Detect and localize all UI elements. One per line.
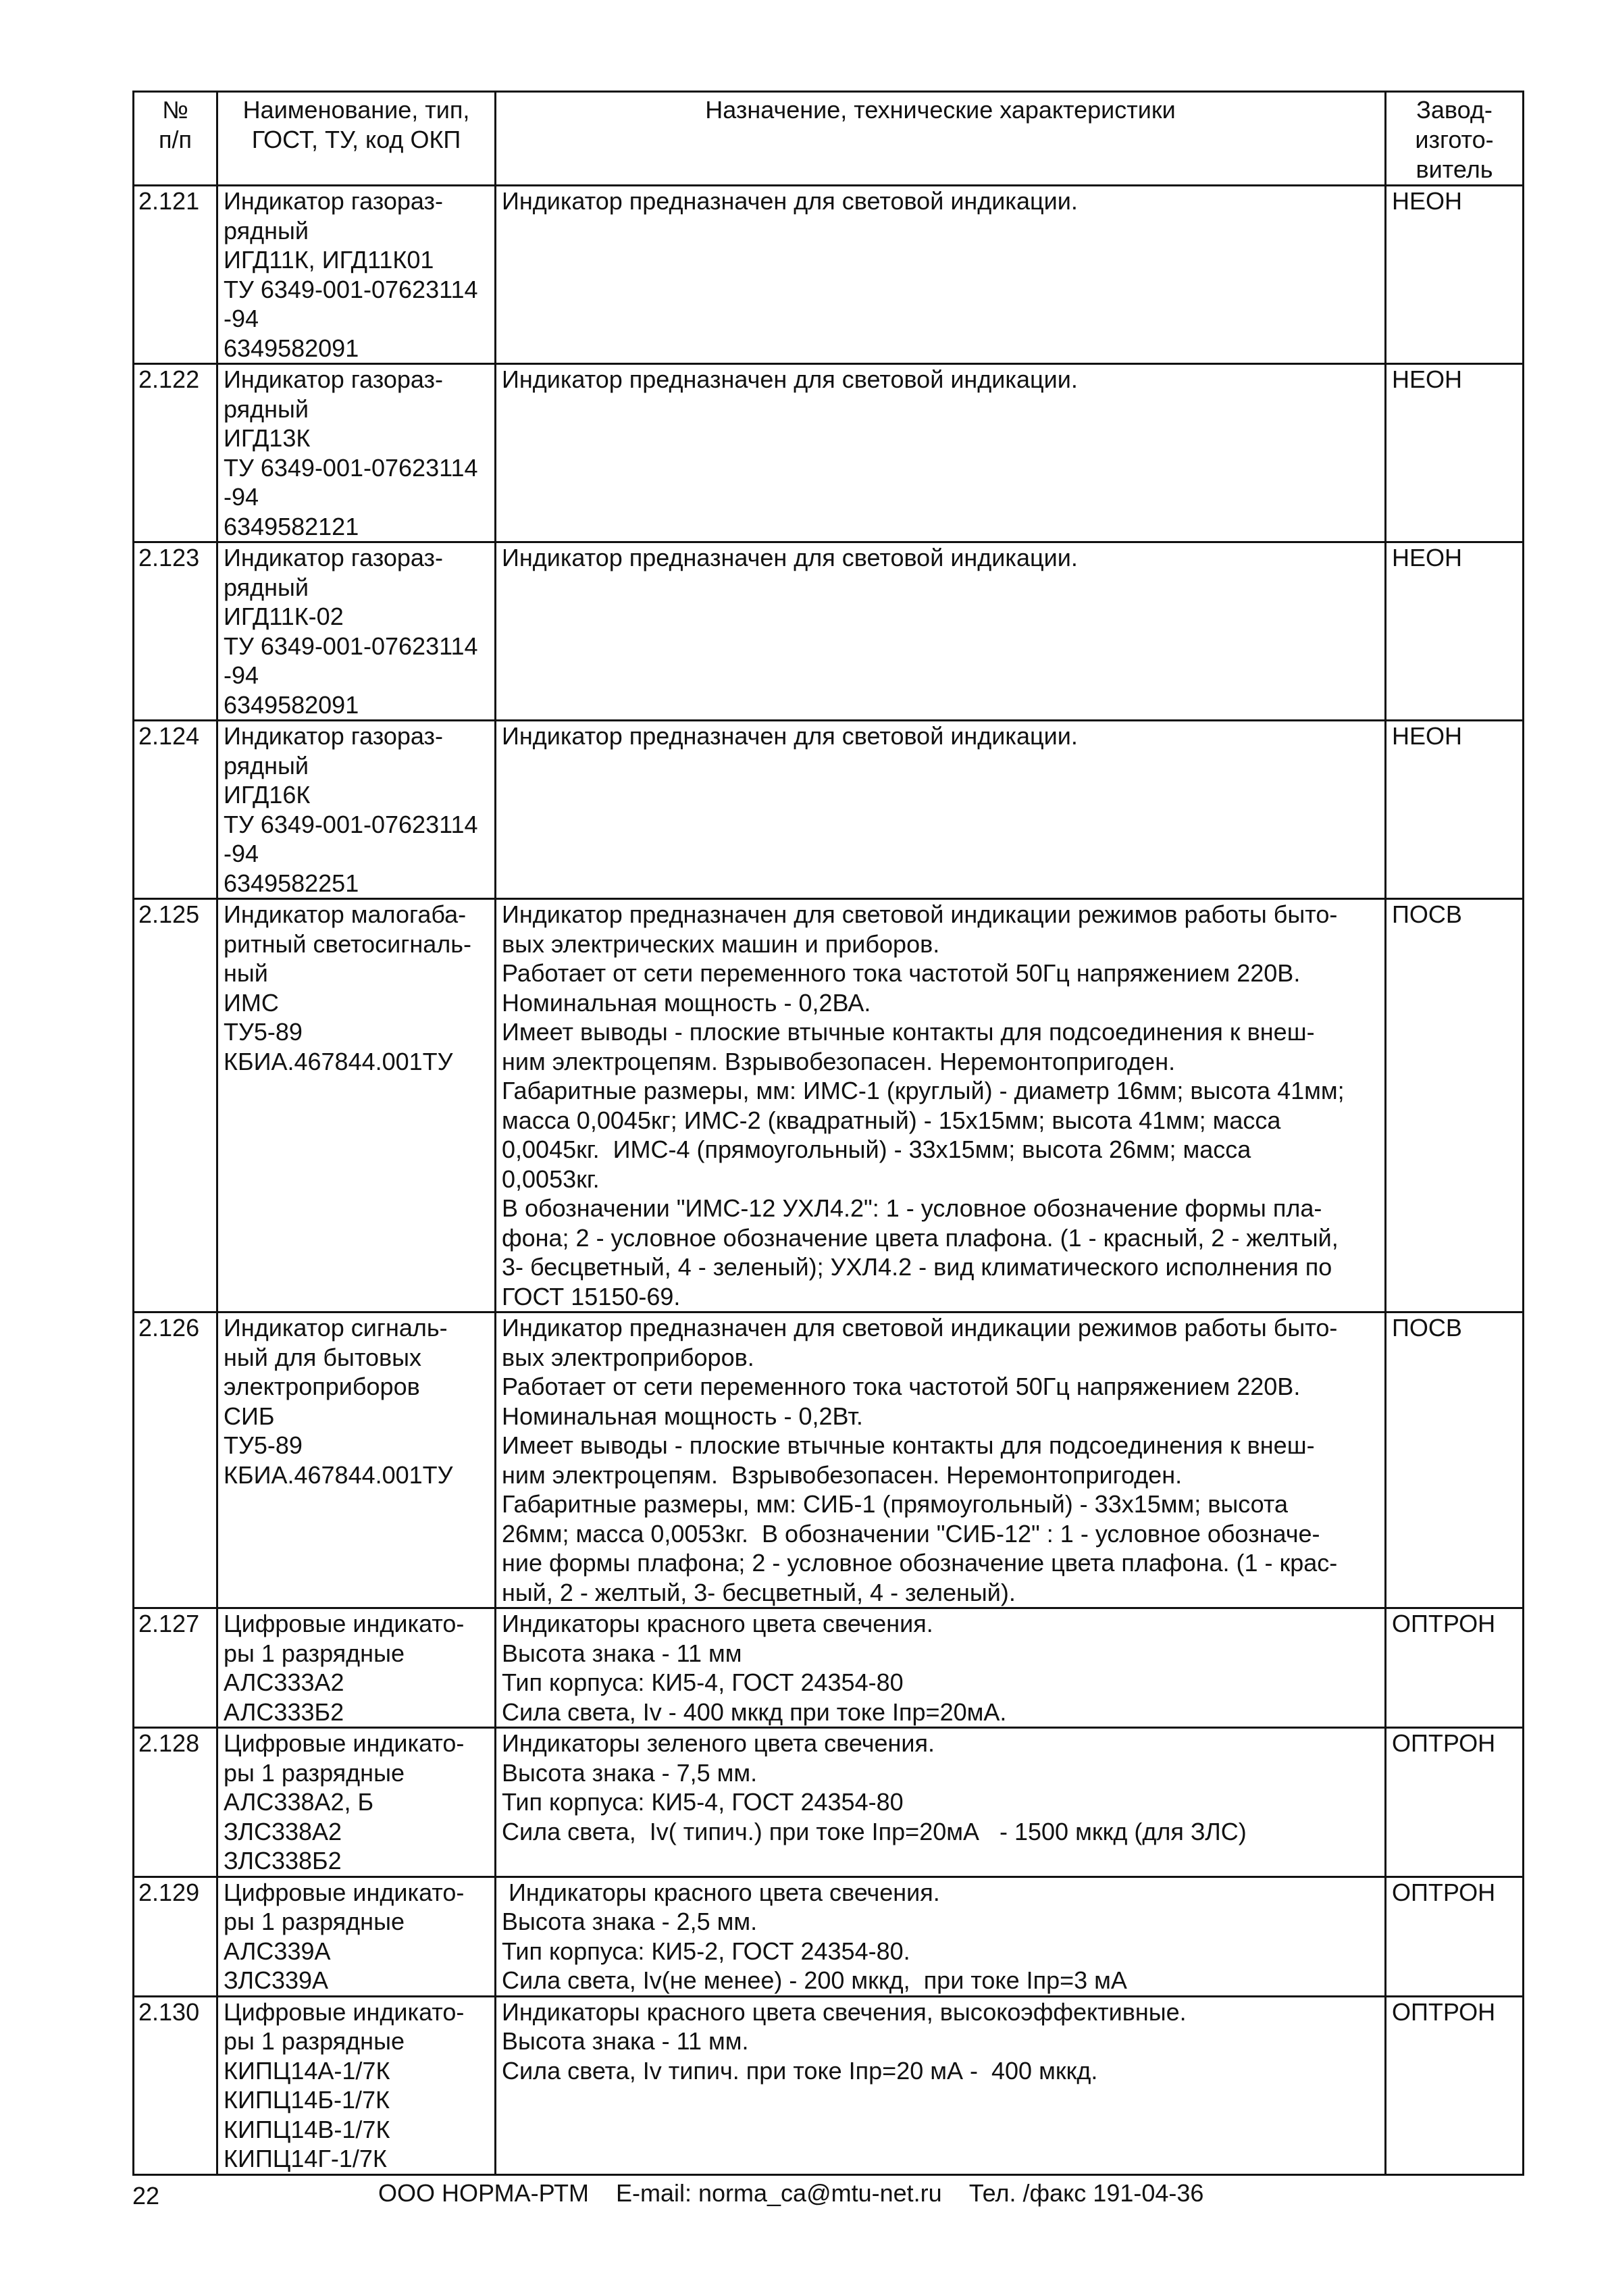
- row-purpose: [496, 721, 1386, 899]
- text-line: ИГД11К-02: [224, 603, 344, 630]
- text-line: Высота знака - 11 мм: [502, 1639, 742, 1667]
- footer-contact: ООО НОРМА-РТМ E-mail: norma_ca@mtu-net.ru Тел. /факс 191-04-36: [378, 2179, 1204, 2207]
- text-line: ОПТРОН: [1392, 1997, 1496, 2026]
- text-line: Индикатор предназначен для световой индикации режимов работы быто-: [502, 900, 1338, 928]
- table-header-row: [134, 92, 1524, 186]
- text-line: рядный: [224, 394, 309, 423]
- row-name: [217, 542, 496, 721]
- text-line: 6349582121: [224, 512, 359, 540]
- table-row: [134, 721, 1524, 899]
- text-line: СИБ: [224, 1402, 275, 1430]
- table-row: [134, 899, 1524, 1312]
- table-row: [134, 186, 1524, 364]
- row-name: [217, 1728, 496, 1877]
- text-line: ритный светосигналь-: [224, 929, 472, 958]
- text-line: 0,0045кг. ИМС-4 (прямоугольный) - 33х15мм; высота 26мм; масса: [502, 1136, 1251, 1163]
- text-line: 2.130: [138, 1997, 200, 2026]
- text-line: рядный: [224, 573, 309, 601]
- text-line: ним электроцепям. Взрывобезопасен. Неремонтопригоден.: [502, 1460, 1183, 1489]
- row-purpose: [496, 1312, 1386, 1608]
- text-line: 2.122: [138, 365, 200, 393]
- row-manufacturer: [1386, 1996, 1524, 2174]
- text-line: ГОСТ, ТУ, код ОКП: [251, 126, 461, 153]
- text-line: Цифровые индикато-: [224, 1610, 465, 1637]
- text-line: ТУ 6349-001-07623114: [224, 810, 478, 838]
- row-purpose: [496, 899, 1386, 1312]
- text-line: Сила света, Iv( типич.) при токе Iпр=20мА - 1500 мккд (для ЗЛС): [502, 1817, 1247, 1845]
- text-line: Габаритные размеры, мм: СИБ-1 (прямоугольный) - 33х15мм; высота: [502, 1490, 1289, 1518]
- row-manufacturer: [1386, 1728, 1524, 1877]
- row-purpose: [496, 364, 1386, 542]
- text-line: Индикатор сигналь-: [224, 1314, 448, 1342]
- text-line: В обозначении "ИМС-12 УХЛ4.2": 1 - условное обозначение формы пла-: [502, 1194, 1322, 1222]
- row-name: [217, 364, 496, 542]
- text-line: ТУ5-89: [224, 1431, 303, 1459]
- text-line: Индикаторы красного цвета свечения, высокоэффективные.: [502, 1997, 1187, 2026]
- text-line: АЛС338А2, Б: [224, 1788, 374, 1816]
- text-line: Завод-: [1416, 96, 1493, 124]
- row-manufacturer: [1386, 1312, 1524, 1608]
- text-line: АЛС333Б2: [224, 1698, 344, 1726]
- row-name: [217, 186, 496, 364]
- text-line: Номинальная мощность - 0,2ВА.: [502, 988, 871, 1017]
- text-line: Работает от сети переменного тока частотой 50Гц напряжением 220В.: [502, 959, 1301, 987]
- text-line: 3- бесцветный, 4 - зеленый); УХЛ4.2 - вид климатического исполнения по: [502, 1253, 1332, 1281]
- row-manufacturer: [1386, 899, 1524, 1312]
- text-line: ТУ 6349-001-07623114: [224, 632, 478, 660]
- row-purpose: [496, 1996, 1386, 2174]
- text-line: ЗЛС339А: [224, 1966, 329, 1994]
- row-number: [134, 364, 217, 542]
- table-row: [134, 542, 1524, 721]
- table-row: [134, 1877, 1524, 1996]
- header-number: [134, 92, 217, 186]
- text-line: Цифровые индикато-: [224, 1878, 465, 1906]
- text-line: витель: [1416, 155, 1493, 183]
- row-manufacturer: [1386, 542, 1524, 721]
- row-number: [134, 721, 217, 899]
- table-row: [134, 364, 1524, 542]
- text-line: масса 0,0045кг; ИМС-2 (квадратный) - 15х15мм; высота 41мм; масса: [502, 1106, 1281, 1134]
- text-line: Цифровые индикато-: [224, 1729, 465, 1757]
- text-line: ИГД16К: [224, 781, 311, 809]
- text-line: ОПТРОН: [1392, 1729, 1496, 1757]
- row-number: [134, 1877, 217, 1996]
- text-line: ры 1 разрядные: [224, 1639, 405, 1667]
- text-line: 6349582091: [224, 334, 359, 362]
- text-line: Индикатор газораз-: [224, 544, 443, 571]
- text-line: НЕОН: [1392, 365, 1463, 393]
- text-line: НЕОН: [1392, 722, 1463, 750]
- text-line: изгото-: [1415, 126, 1494, 153]
- text-line: ный: [224, 959, 268, 987]
- page-number: 22: [132, 2182, 160, 2210]
- text-line: Индикатор предназначен для световой индикации.: [502, 187, 1078, 215]
- row-name: [217, 1608, 496, 1728]
- text-line: КИПЦ14Б-1/7К: [224, 2086, 390, 2114]
- text-line: 2.123: [138, 544, 200, 571]
- row-number: [134, 1996, 217, 2174]
- text-line: КИПЦ14Г-1/7К: [224, 2145, 387, 2172]
- text-line: рядный: [224, 216, 309, 245]
- text-line: 6349582251: [224, 869, 359, 897]
- row-manufacturer: [1386, 186, 1524, 364]
- row-number: [134, 899, 217, 1312]
- text-line: Высота знака - 7,5 мм.: [502, 1758, 758, 1787]
- row-purpose: [496, 1608, 1386, 1728]
- row-name: [217, 899, 496, 1312]
- text-line: ный для бытовых: [224, 1343, 421, 1371]
- text-line: ГОСТ 15150-69.: [502, 1282, 681, 1310]
- header-purpose: [496, 92, 1386, 186]
- header-manufacturer: [1386, 92, 1524, 186]
- text-line: ОПТРОН: [1392, 1610, 1496, 1637]
- row-number: [134, 542, 217, 721]
- row-name: [217, 1312, 496, 1608]
- text-line: Габаритные размеры, мм: ИМС-1 (круглый) - диаметр 16мм; высота 41мм;: [502, 1077, 1345, 1104]
- text-line: Индикатор газораз-: [224, 187, 443, 215]
- text-line: ры 1 разрядные: [224, 1908, 405, 1935]
- text-line: НЕОН: [1392, 544, 1463, 571]
- text-line: ТУ5-89: [224, 1018, 303, 1046]
- text-line: ПОСВ: [1392, 1314, 1462, 1342]
- table-row: [134, 1728, 1524, 1877]
- text-line: Имеет выводы - плоские втычные контакты для подсоединения к внеш-: [502, 1431, 1315, 1459]
- text-line: 2.127: [138, 1610, 200, 1637]
- text-line: ИГД11К, ИГД11К01: [224, 246, 434, 274]
- text-line: КИПЦ14А-1/7К: [224, 2056, 390, 2085]
- text-line: -94: [224, 305, 259, 332]
- text-line: Тип корпуса: КИ5-4, ГОСТ 24354-80: [502, 1788, 904, 1816]
- text-line: -94: [224, 661, 259, 689]
- text-line: ЗЛС338А2: [224, 1817, 342, 1845]
- text-line: Индикатор газораз-: [224, 722, 443, 750]
- text-line: КИПЦ14В-1/7К: [224, 2115, 390, 2143]
- text-line: Сила света, Iv типич. при токе Iпр=20 мА - 400 мккд.: [502, 2056, 1098, 2085]
- text-line: АЛС339А: [224, 1937, 331, 1965]
- text-line: Индикатор предназначен для световой индикации режимов работы быто-: [502, 1314, 1338, 1342]
- text-line: ный, 2 - желтый, 3- бесцветный, 4 - зеленый).: [502, 1578, 1016, 1606]
- row-number: [134, 1312, 217, 1608]
- row-number: [134, 186, 217, 364]
- row-manufacturer: [1386, 364, 1524, 542]
- table-row: [134, 1996, 1524, 2174]
- text-line: КБИА.467844.001ТУ: [224, 1460, 453, 1489]
- text-line: ЗЛС338Б2: [224, 1847, 342, 1874]
- text-line: ИМС: [224, 988, 279, 1017]
- text-line: Индикатор предназначен для световой индикации.: [502, 722, 1078, 750]
- text-line: АЛС333А2: [224, 1668, 344, 1696]
- text-line: Назначение, технические характеристики: [705, 96, 1176, 124]
- row-number: [134, 1728, 217, 1877]
- text-line: ры 1 разрядные: [224, 1758, 405, 1787]
- text-line: вых электроприборов.: [502, 1343, 754, 1371]
- text-line: 2.128: [138, 1729, 200, 1757]
- text-line: 26мм; масса 0,0053кг. В обозначении "СИБ-12" : 1 - условное обозначе-: [502, 1519, 1320, 1548]
- text-line: 0,0053кг.: [502, 1165, 600, 1193]
- text-line: электроприборов: [224, 1373, 420, 1400]
- row-name: [217, 721, 496, 899]
- text-line: фона; 2 - условное обозначение цвета плафона. (1 - красный, 2 - желтый,: [502, 1223, 1339, 1252]
- text-line: Индикатор предназначен для световой индикации.: [502, 544, 1078, 571]
- text-line: ПОСВ: [1392, 900, 1462, 928]
- text-line: Работает от сети переменного тока частотой 50Гц напряжением 220В.: [502, 1373, 1301, 1400]
- text-line: 2.129: [138, 1878, 200, 1906]
- text-line: №: [162, 96, 188, 124]
- text-line: вых электрических машин и приборов.: [502, 929, 940, 958]
- row-manufacturer: [1386, 1877, 1524, 1996]
- row-name: [217, 1996, 496, 2174]
- text-line: Тип корпуса: КИ5-2, ГОСТ 24354-80.: [502, 1937, 910, 1965]
- text-line: Сила света, Iv - 400 мккд при токе Iпр=20мА.: [502, 1698, 1007, 1726]
- text-line: 2.125: [138, 900, 200, 928]
- text-line: НЕОН: [1392, 187, 1463, 215]
- text-line: Сила света, Iv(не менее) - 200 мккд, при токе Iпр=3 мА: [502, 1966, 1127, 1994]
- text-line: 2.124: [138, 722, 200, 750]
- text-line: Индикатор предназначен для световой индикации.: [502, 365, 1078, 393]
- text-line: ТУ 6349-001-07623114: [224, 275, 478, 303]
- text-line: Имеет выводы - плоские втычные контакты для подсоединения к внеш-: [502, 1018, 1315, 1046]
- header-name: [217, 92, 496, 186]
- text-line: Индикатор газораз-: [224, 365, 443, 393]
- text-line: Наименование, тип,: [242, 96, 470, 124]
- row-purpose: [496, 1728, 1386, 1877]
- row-manufacturer: [1386, 1608, 1524, 1728]
- row-manufacturer: [1386, 721, 1524, 899]
- text-line: ТУ 6349-001-07623114: [224, 453, 478, 482]
- row-purpose: [496, 542, 1386, 721]
- text-line: Индикатор малогаба-: [224, 900, 467, 928]
- text-line: ИГД13К: [224, 424, 311, 452]
- text-line: -94: [224, 840, 259, 867]
- text-line: 6349582091: [224, 690, 359, 719]
- text-line: КБИА.467844.001ТУ: [224, 1047, 453, 1075]
- text-line: Высота знака - 11 мм.: [502, 2027, 749, 2055]
- text-line: Тип корпуса: КИ5-4, ГОСТ 24354-80: [502, 1668, 904, 1696]
- text-line: Высота знака - 2,5 мм.: [502, 1908, 758, 1935]
- row-number: [134, 1608, 217, 1728]
- text-line: ним электроцепям. Взрывобезопасен. Неремонтопригоден.: [502, 1047, 1176, 1075]
- table-row: [134, 1312, 1524, 1608]
- text-line: Цифровые индикато-: [224, 1997, 465, 2026]
- text-line: Номинальная мощность - 0,2Вт.: [502, 1402, 863, 1430]
- text-line: 2.121: [138, 187, 200, 215]
- text-line: ние формы плафона; 2 - условное обозначение цвета плафона. (1 - крас-: [502, 1549, 1338, 1577]
- table-row: [134, 1608, 1524, 1728]
- row-purpose: [496, 186, 1386, 364]
- text-line: 2.126: [138, 1314, 200, 1342]
- text-line: п/п: [159, 126, 192, 153]
- text-line: ры 1 разрядные: [224, 2027, 405, 2055]
- text-line: -94: [224, 483, 259, 511]
- text-line: рядный: [224, 751, 309, 780]
- specification-table: [132, 91, 1524, 2176]
- text-line: Индикаторы красного цвета свечения.: [502, 1610, 933, 1637]
- text-line: Индикаторы зеленого цвета свечения.: [502, 1729, 935, 1757]
- text-line: ОПТРОН: [1392, 1878, 1496, 1906]
- text-line: Индикаторы красного цвета свечения.: [502, 1878, 940, 1906]
- row-purpose: [496, 1877, 1386, 1996]
- row-name: [217, 1877, 496, 1996]
